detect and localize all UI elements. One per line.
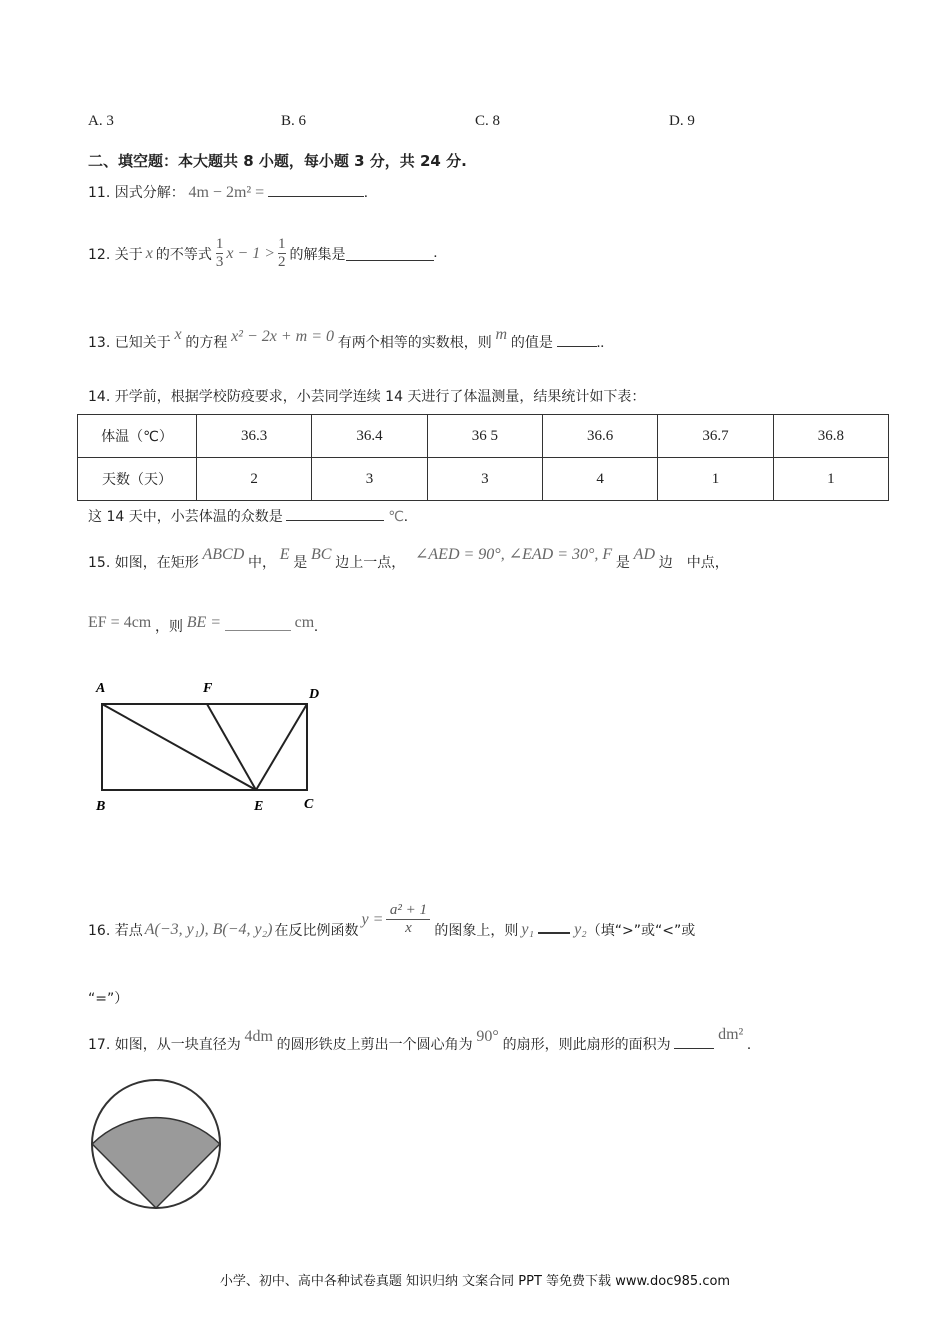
q14-after (88, 506, 408, 526)
q17-mid: 的圆形铁皮上剪出一个圆心角为 (276, 1037, 473, 1053)
q12-f1-num: 1 (215, 236, 224, 252)
table-cell: 36.8 (773, 415, 888, 458)
q15-ad: AD (633, 546, 655, 563)
q15-angles: ∠AED = 90°, ∠EAD = 30°, F (414, 546, 613, 563)
q12-suffix: 的解集是 (289, 246, 346, 263)
q15-line2-mid: ，则 (155, 619, 183, 635)
q16-y1: y₁ (521, 920, 535, 938)
q16-answer-blank[interactable] (538, 918, 570, 934)
temperature-table (77, 414, 889, 501)
q15-mid5: 边 中点， (658, 555, 729, 571)
q16-points: A(−3, y₁), B(−4, y₂) (144, 920, 273, 938)
segment-ae (102, 704, 256, 790)
q12-fraction-2 (278, 236, 286, 271)
q12-prefix: 12. 关于 (88, 246, 143, 263)
q17-prefix: 17. 如图，从一块直径为 (88, 1037, 241, 1053)
table-cell: 36.7 (658, 415, 773, 458)
table-cell: 36.6 (542, 415, 657, 458)
q15-line2 (88, 616, 318, 636)
q13-mid: 的方程 (185, 335, 228, 351)
shaded-sector (92, 1118, 220, 1208)
q14-end: . (403, 509, 408, 525)
question-15 (88, 546, 729, 572)
q16-y2: y₂ (574, 920, 587, 938)
q16-mid2: 的图象上，则 (434, 922, 519, 939)
q15-rect: ABCD (202, 546, 245, 563)
q16-suffix: （填“>”或“<”或 (586, 922, 696, 939)
rectangle-figure (88, 676, 338, 826)
table-cell: 4 (542, 458, 657, 501)
q12-var: x (145, 244, 153, 262)
q12-f2-den: 2 (278, 254, 286, 270)
q13-suffix: 的值是 (510, 335, 553, 351)
q16-fraction (386, 902, 430, 937)
q17-angle: 90° (476, 1028, 499, 1045)
q12-f2-num: 1 (278, 236, 286, 252)
table-cell: 36.3 (197, 415, 312, 458)
q13-mid2: 有两个相等的实数根，则 (337, 335, 492, 351)
q15-mid4: 是 (615, 555, 630, 571)
q12-f1-den: 3 (215, 254, 224, 270)
table-cell: 36 5 (427, 415, 542, 458)
q11-answer-blank[interactable] (268, 182, 364, 197)
q12-answer-blank[interactable] (346, 246, 434, 261)
q12-expr: x − 1 > (226, 244, 276, 262)
q14-after-prefix: 这 14 天中，小芸体温的众数是 (88, 509, 283, 525)
option-d: D. 9 (669, 113, 695, 129)
label-b: B (96, 799, 106, 814)
q17-dim: 4dm (244, 1028, 273, 1045)
q16-line2: “=”） (88, 991, 129, 1007)
q13-var2: m (495, 326, 508, 343)
q11-prefix: 11. 因式分解： (88, 185, 185, 201)
table-cell: 3 (427, 458, 542, 501)
q12-mid: 的不等式 (155, 246, 212, 263)
q15-prefix: 15. 如图，在矩形 (88, 555, 199, 571)
label-f: F (203, 681, 213, 696)
q15-mid1: 中， (248, 555, 276, 571)
question-12 (88, 236, 437, 271)
q15-end: . (314, 619, 318, 635)
label-e: E (254, 799, 264, 814)
label-a: A (96, 681, 106, 696)
q15-mid3: 边上一点， (335, 555, 406, 571)
table-cell: 36.4 (312, 415, 427, 458)
q14-text: 14. 开学前，根据学校防疫要求，小芸同学连续 14 天进行了体温测量，结果统计如下表： (88, 389, 646, 405)
question-13 (88, 326, 605, 352)
q15-bc: BC (311, 546, 332, 563)
question-16 (88, 902, 695, 937)
q16-prefix: 16. 若点 (88, 922, 143, 939)
q13-prefix: 13. 已知关于 (88, 335, 171, 351)
label-d: D (309, 687, 320, 702)
q17-answer-blank[interactable] (674, 1034, 714, 1049)
segment-de (256, 704, 307, 790)
table-row-temperature (78, 415, 889, 458)
option-a: A. 3 (88, 113, 114, 129)
q15-e: E (279, 546, 290, 563)
footer-text: 小学、初中、高中各种试卷真题 知识归纳 文案合同 PPT 等免费下载 www.doc985.com (219, 1274, 731, 1289)
q15-unit: cm (294, 614, 315, 631)
q13-equation: x² − 2x + m = 0 (231, 328, 335, 345)
table-cell: 1 (658, 458, 773, 501)
q16-mid: 在反比例函数 (274, 922, 359, 939)
q15-ef: EF = 4cm (88, 614, 152, 631)
question-17 (88, 1026, 751, 1054)
table-header-temperature: 体温（℃） (78, 415, 197, 458)
question-11 (88, 182, 368, 202)
table-cell: 1 (773, 458, 888, 501)
table-header-days: 天数（天） (78, 458, 197, 501)
option-b: B. 6 (281, 113, 307, 129)
table-row-days (78, 458, 889, 501)
q13-var: x (174, 326, 182, 343)
table-cell: 3 (312, 458, 427, 501)
q13-answer-blank[interactable] (557, 332, 597, 347)
option-c: C. 8 (475, 113, 501, 129)
q14-answer-blank[interactable] (286, 506, 384, 521)
q15-answer-blank[interactable] (225, 616, 291, 631)
rectangle-abcd (102, 704, 307, 790)
q15-mid2: 是 (293, 555, 308, 571)
q17-end: . (747, 1037, 751, 1053)
q15-be: BE = (186, 614, 222, 631)
q16-frac-den: x (405, 920, 412, 936)
section-heading: 二、填空题：本大题共 8 小题，每小题 3 分，共 24 分. (88, 152, 467, 170)
q16-y-eq: y = (361, 910, 384, 928)
table-cell: 2 (197, 458, 312, 501)
q17-mid2: 的扇形，则此扇形的面积为 (502, 1037, 671, 1053)
q11-end: . (363, 185, 368, 201)
q12-end: . (433, 245, 438, 261)
q14-unit: ℃ (388, 509, 404, 525)
sector-figure (88, 1076, 228, 1216)
q12-fraction-1 (216, 236, 224, 271)
q16-frac-num: a² + 1 (389, 902, 427, 918)
q11-expression: 4m − 2m² = (188, 184, 265, 201)
label-c: C (304, 797, 314, 812)
q13-end: .. (596, 335, 605, 351)
q17-unit: dm² (718, 1026, 744, 1043)
